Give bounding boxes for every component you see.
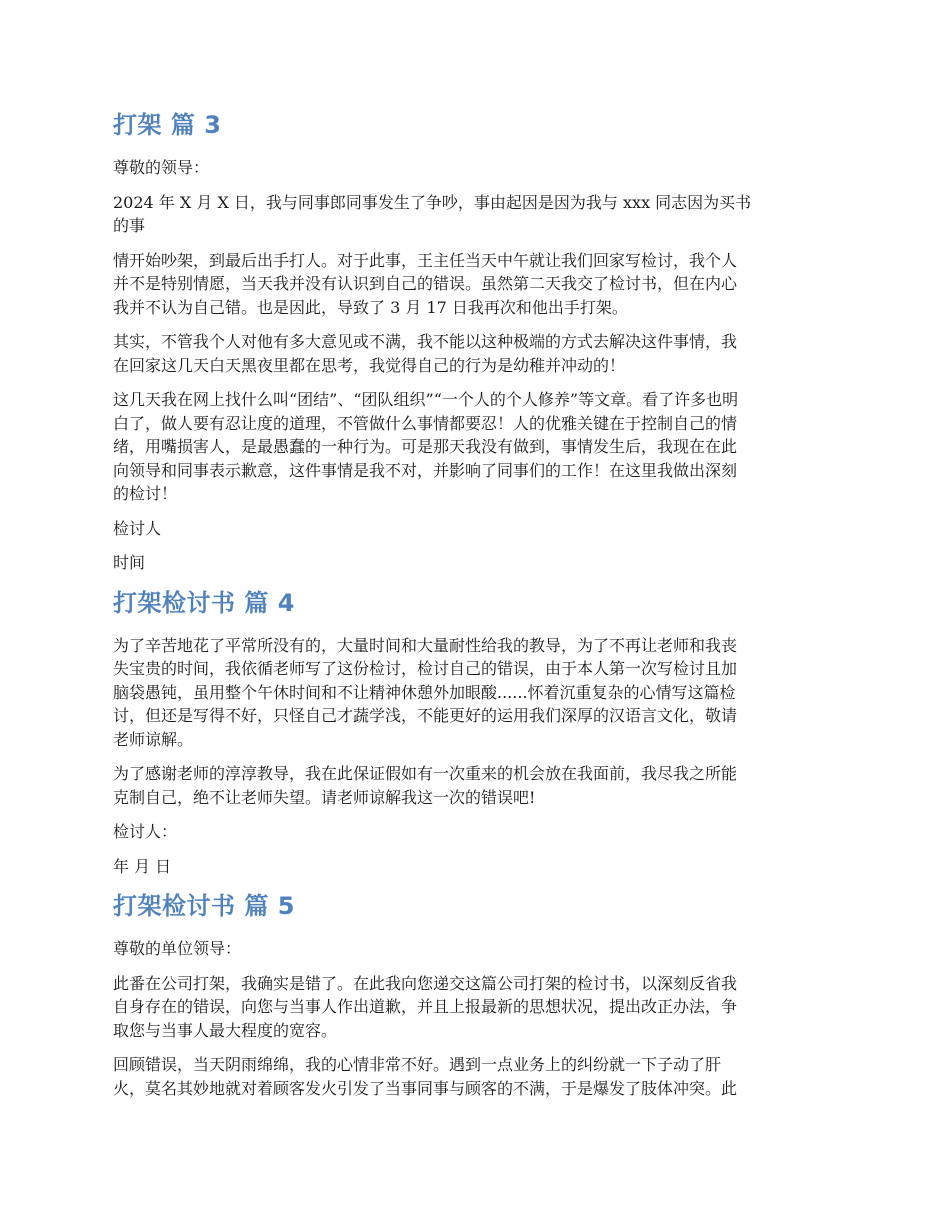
document-page <box>113 108 841 1111</box>
paragraph: 尊敬的单位领导： <box>113 939 242 958</box>
paragraph: 检讨人 <box>113 518 162 538</box>
paragraph: 为了辛苦地花了平常所没有的，大量时间和大量耐性给我的教导，为了不再让老师和我丧 失宝贵的时间，我依循老师写了这份检讨，检讨自己的错误，由于本人第一次写检讨且加 脑袋愚钝，虽用整个午休时间和不让精神休憩外加眼酸......怀着沉重复杂的心情写这篇检 讨，但还是写得不好，只怪自己才蔬学浅，不能更好的运用我们深厚的汉语言文化，敬请 老师谅解。 <box>113 635 738 749</box>
section-5 <box>113 889 841 1100</box>
paragraph: 其实，不管我个人对他有多大意见或不满，我不能以这种极端的方式去解决这件事情，我 在回家这几天白天黑夜里都在思考，我觉得自己的行为是幼稚并冲动的！ <box>113 332 738 375</box>
section-title: 打架检讨书 篇 5 <box>113 892 295 920</box>
paragraph: 检讨人： <box>113 822 178 841</box>
paragraph: 2024 年 X 月 X 日，我与同事郎同事发生了争吵，事由起因是因为我与 xxx 同志因为买书 的事 <box>113 192 752 235</box>
paragraph: 情开始吵架，到最后出手打人。对于此事，王主任当天中午就让我们回家写检讨，我个人 并不是特别情愿，当天我并没有认识到自己的错误。虽然第二天我交了检讨书，但在内心 我并不认为自己错。也是因此，导致了 3 月 17 日我再次和他出手打架。 <box>113 250 738 317</box>
section-3 <box>113 108 841 575</box>
paragraph: 尊敬的领导： <box>113 158 210 177</box>
paragraph: 为了感谢老师的淳淳教导，我在此保证假如有一次重来的机会放在我面前，我尽我之所能 克制自己，绝不让老师失望。请老师谅解我这一次的错误吧! <box>113 764 738 807</box>
section-title: 打架检讨书 篇 4 <box>113 588 295 617</box>
paragraph: 回顾错误，当天阴雨绵绵，我的心情非常不好。遇到一点业务上的纠纷就一下子动了肝 火，莫名其妙地就对着顾客发火引发了当事同事与顾客的不满，于是爆发了肢体冲突。此 <box>113 1055 738 1098</box>
paragraph: 年 月 日 <box>113 856 172 876</box>
paragraph: 此番在公司打架，我确实是错了。在此我向您递交这篇公司打架的检讨书，以深刻反省我 自身存在的错误，向您与当事人作出道歉，并且上报最新的思想状况，提出改正办法，争 取您与当事人最大程度的宽容。 <box>113 973 738 1040</box>
paragraph: 这几天我在网上找什么叫“团结”、“团队组织”“一个人的个人修养”等文章。看了许多也明 白了，做人要有忍让度的道理，不管做什么事情都要忍！人的优雅关键在于控制自己的情 绪，用嘴损害人，是最愚蠢的一种行为。可是那天我没有做到，事情发生后，我现在在此 向领导和同事表示歉意，这件事情是我不对，并影响了同事们的工作！在这里我做出深刻 的检讨！ <box>113 390 739 503</box>
paragraph: 时间 <box>113 553 146 572</box>
section-title: 打架 篇 3 <box>113 111 222 139</box>
section-4 <box>113 586 841 879</box>
